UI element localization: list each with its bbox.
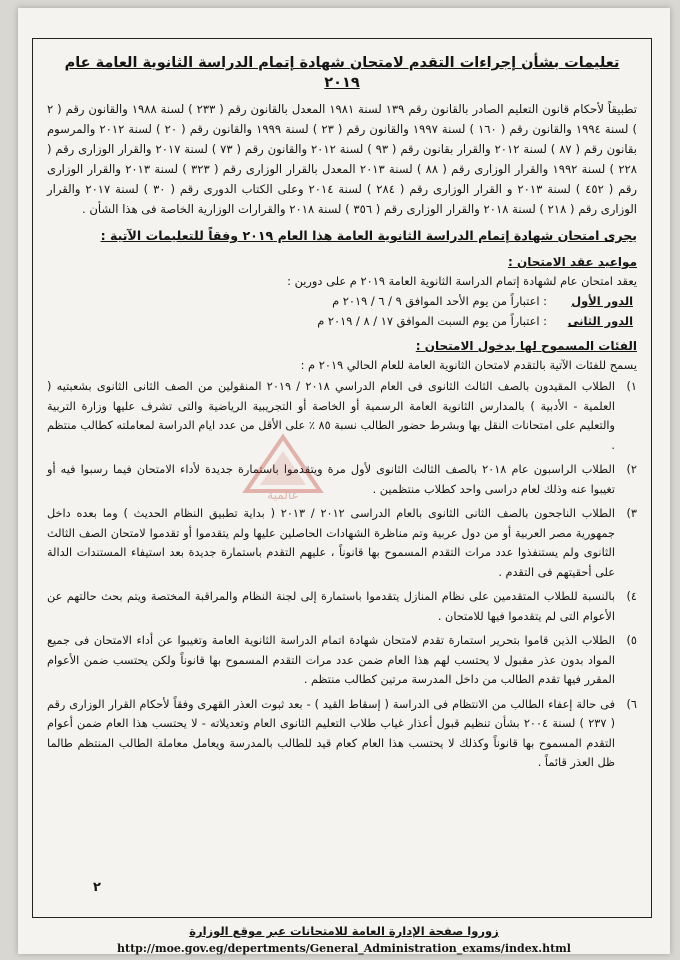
item-text: بالنسبة للطلاب المتقدمين على نظام المنازل يتقدموا باستمارة إلى لجنة النظام والمراقبة المختصة ويتم بحث حالتهم عن الأعوام التى لم يتقدموا فيها للامتحان .	[47, 590, 615, 623]
page-frame	[32, 38, 652, 918]
instructions-subhead: يجرى امتحان شهادة إتمام الدراسة الثانوية العامة هذا العام ٢٠١٩ وفقاً للتعليمات الآتية :	[100, 228, 637, 243]
item-number: ٣)	[626, 507, 637, 520]
list-item	[47, 377, 637, 455]
item-text: الطلاب المقيدون بالصف الثالث الثانوى فى العام الدراسي ٢٠١٨ / ٢٠١٩ المنقولين من الصف الثانى الثانوى بشعبتيه ( العلمية - الأدبية ) بالمدارس الثانوية العامة الرسمية أو الخاصة أو التجريبية الرياضية والتى تشرف عليها وزارة التربية والتعليم على امتحانات النقل بها وبشرط حضور الطالب نسبة ٨٥ ٪ على الأقل من عدد ايام الدراسة لمعاملته كطالب منتظم .	[47, 380, 615, 452]
item-number: ٦)	[626, 697, 637, 711]
list-item	[47, 631, 637, 690]
list-item	[47, 695, 637, 773]
item-number: ٤)	[626, 590, 637, 603]
intro-paragraph: تطبيقاً لأحكام قانون التعليم الصادر بالقانون رقم ١٣٩ لسنة ١٩٨١ المعدل بالقانون رقم ( ٢٣٣ ) لسنة ١٩٨٨ والقانون رقم ( ٢ ) لسنة ١٩٩٤ والقانون رقم ( ١٦٠ ) لسنة ١٩٩٧ والقانون رقم ( ٢٣ ) لسنة ١٩٩٩ والقانون رقم ( ٢٠ ) لسنة ٢٠١٢ والمرسوم بقانون رقم ( ٨٧ ) لسنة ٢٠١٢ والقرار بقانون رقم ( ٩٣ ) لسنة ٢٠١٢ والقانون رقم ( ٧٣ ) لسنة ٢٠١٧ والقرار الوزارى رقم ( ٢٢٨ ) لسنة ١٩٩٢ والقرار الوزارى رقم ( ٨٨ ) لسنة ٢٠١٣ المعدل بالقرار الوزارى رقم ( ٣٢٣ ) لسنة ٢٠١٣ والقرار الوزارى رقم ( ٤٥٢ ) لسنة ٢٠١٣ و القرار الوزارى رقم ( ٢٨٤ ) لسنة ٢٠١٤ وعلى الكتاب الدورى رقم ( ٣٠ ) لسنة ٢٠١٧ والقرار الوزارى رقم ( ٢١٨ ) لسنة ٢٠١٨ والقرار الوزارى رقم ( ٣٥٦ ) لسنة ٢٠١٨ والقرارات الوزارية الخاصة فى هذا الشأن .	[47, 102, 638, 216]
watermark-text: عالمية	[267, 488, 299, 502]
item-number: ٥)	[626, 634, 637, 647]
item-text: الطلاب الذين قاموا بتحرير استمارة تقدم لامتحان شهادة اتمام الدراسة الثانوية العامة وتغيبوا عن أداء الامتحان فى جميع المواد بدون عذر مقبول لا يحتسب لهم هذا العام ضمن عدد مرات التقدم المسموح بها قانوناً ولكن يحتسب ضمن الأعوام المقرر فيها تقدم الطالب من داخل المدرسة مرتين كطالب منتظم .	[47, 634, 615, 686]
footer-note: زوروا صفحة الإدارة العامة للامتحانات عبر موقع الوزارة	[189, 924, 499, 938]
list-item	[47, 460, 637, 499]
item-text: الطلاب الراسبون عام ٢٠١٨ بالصف الثالث الثانوى لأول مرة ويتقدموا باستمارة جديدة لأداء الامتحان فيما رسبوا فيه أو تغيبوا عنه وذلك لعام دراسى واحد كطلاب منتظمين .	[47, 463, 615, 496]
item-number: ١)	[626, 380, 637, 393]
categories-list	[47, 377, 637, 773]
footer-url-link[interactable]: http://moe.gov.eg/depertments/General_Administration_exams/index.html	[117, 942, 571, 955]
categories-section-title: الفئات المسموح لها بدخول الامتحان :	[415, 339, 637, 353]
document-page	[18, 8, 670, 954]
dates-section-text: يعقد امتحان عام لشهادة إتمام الدراسة الثانوية العامة ٢٠١٩ م على دورين :	[287, 274, 637, 288]
item-text: الطلاب الناجحون بالصف الثانى الثانوى بالعام الدراسى ٢٠١٢ / ٢٠١٣ ( بداية تطبيق النظام الحديث ) وما بعده داخل جمهورية مصر العربية أو من دول عربية وتم مناظرة الشهادات الحاصلين عليها ولم يتقدموا أو تقدموا لامتحان الصف الثالث الثانوى ولم يستنفذوا عدد مرات التقدم المسموح بها قانوناً ، عليهم التقدم باستمارة جديدة بعد استيفاء المستندات الدالة على أحقيتهم فى التقدم .	[47, 507, 615, 579]
watermark-pyramid-icon	[228, 433, 338, 503]
first-round-date: : اعتباراً من يوم الأحد الموافق ٩ / ٦ / ٢٠١٩ م	[332, 294, 547, 308]
document-title: تعليمات بشأن إجراءات التقدم لامتحان شهادة إتمام الدراسة الثانوية العامة عام ٢٠١٩	[64, 55, 620, 91]
dates-section-title: مواعيد عقد الامتحان :	[508, 255, 637, 269]
page-number: ٢	[93, 880, 101, 895]
first-round-row	[47, 291, 637, 311]
categories-section-text: يسمح للفئات الآتية بالتقدم لامتحان الثانوية العامة للعام الحالي ٢٠١٩ م :	[300, 358, 637, 372]
item-number: ٢)	[626, 463, 637, 476]
second-round-label: الدور الثانى	[567, 314, 633, 328]
list-item	[47, 587, 637, 626]
second-round-row	[47, 311, 637, 331]
first-round-label: الدور الأول	[571, 294, 633, 308]
list-item	[47, 504, 637, 582]
second-round-date: : اعتباراً من يوم السبت الموافق ١٧ / ٨ / ٢٠١٩ م	[317, 314, 547, 328]
item-text: فى حالة إعفاء الطالب من الانتظام فى الدراسة ( إسقاط القيد ) - بعد ثبوت العذر القهرى وفقاً لأحكام القرار الوزارى رقم ( ٢٣٧ ) لسنة ٢٠٠٤ بشأن تنظيم قبول أعذار غياب طلاب التعليم الثانوى العام وتعديلاته - لا يحتسب هذا العام ضمن أعوام التقدم المسموح بها قانوناً وكذلك لا يحتسب هذا العام كعام قيد للطالب بالمدرسة ويعامل معاملة الطالب المنتظم طالما ظل العذر قائماً .	[47, 697, 616, 769]
watermark-logo	[228, 433, 338, 503]
